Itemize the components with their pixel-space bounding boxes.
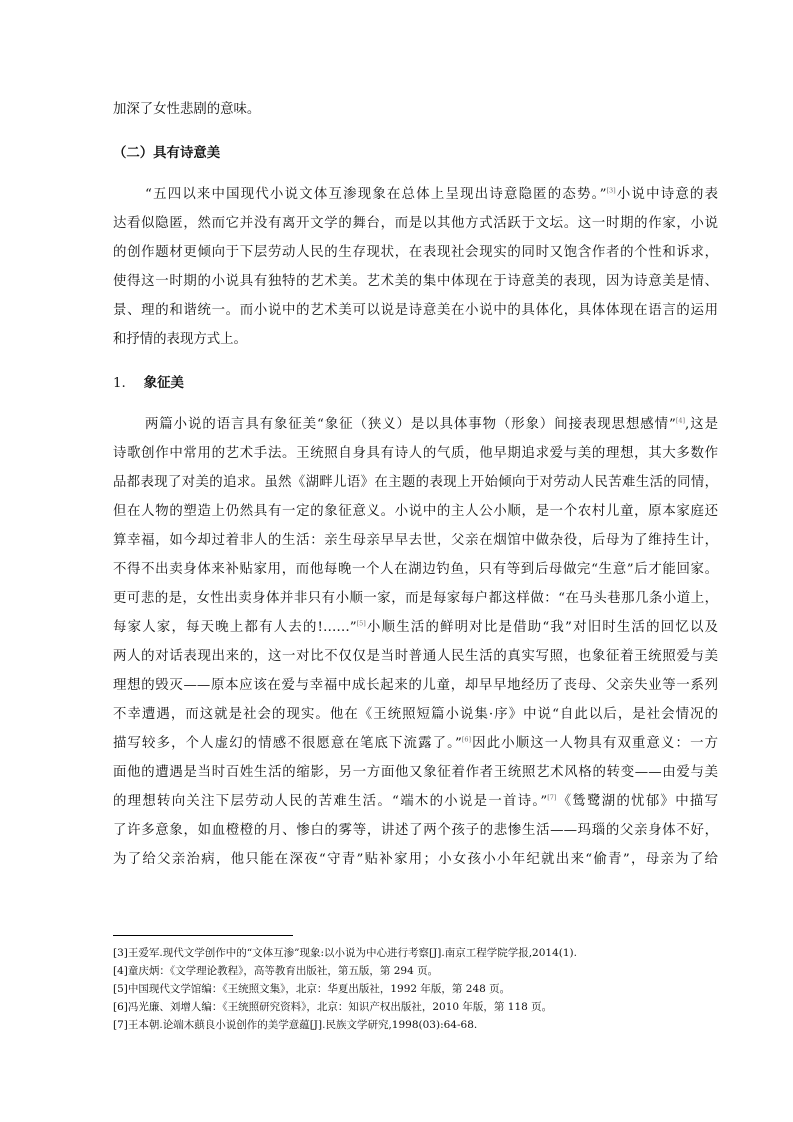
text-segment: 《鸶鹭湖的忧郁》中描写 (556, 794, 718, 809)
text-segment: 描写较多，个人虚幻的情感不很愿意在笔底下流露了。” (113, 736, 462, 751)
footnote-separator (113, 935, 293, 936)
footnote: [7]王本朝.论端木蕻良小说创作的美学意蕴[J].民族文学研究,1998(03):64-68. (113, 1019, 478, 1031)
body-text-line: 理想的毁灭——原本应该在爱与幸福中成长起来的儿童，却早早地经历了丧母、父亲失业等一系列 (113, 678, 718, 693)
citation-ref: [5] (356, 619, 366, 628)
text-segment: 的理想转向关注下层劳动人民的苦难生活。“端木的小说是一首诗。” (113, 794, 548, 809)
body-text-line (113, 792, 718, 812)
body-text-line (145, 415, 718, 435)
citation-ref: [4] (675, 416, 686, 425)
body-text-line (113, 734, 718, 754)
text-segment: “五四以来中国现代小说文体互渗现象在总体上呈现出诗意隐匿的态势。” (145, 187, 607, 202)
body-text-line: 加深了女性悲剧的意味。 (113, 102, 261, 117)
body-text-line: 但在人物的塑造上仍然具有一定的象征意义。小说中的主人公小顺，是一个农村儿童，原本家庭还 (113, 504, 718, 519)
text-segment: 小说中诗意的表 (615, 187, 718, 202)
citation-ref: [3] (606, 186, 616, 195)
body-text-line: 的创作题材更倾向于下层劳动人民的生存现状，在表现社会现实的同时又饱含作者的个性和诉求， (113, 245, 718, 260)
body-text-line (113, 618, 718, 638)
body-text-line: 更可悲的是，女性出卖身体并非只有小顺一家，而是每家每户都这样做：“在马头巷那几条小道上， (113, 591, 718, 606)
footnote: [3]王爱军.现代文学创作中的“文体互渗”现象:以小说为中心进行考察[J].南京工程学院学报,2014(1). (113, 947, 577, 959)
body-text-line: 品都表现了对美的追求。虽然《湖畔儿语》在主题的表现上开始倾向于对劳动人民苦难生活的同情， (113, 475, 718, 490)
body-text-line: 为了给父亲治病，他只能在深夜“守青”贴补家用；小女孩小小年纪就出来“偷青”，母亲为了给 (113, 852, 718, 867)
body-text-line: 不得不出卖身体来补贴家用，而他每晚一个人在湖边钓鱼，只有等到后母做完“生意”后才能回家。 (113, 562, 718, 577)
body-text-line: 面他的遭遇是当时百姓生活的缩影，另一方面他又象征着作者王统照艺术风格的转变——由爱与美 (113, 765, 718, 780)
text-segment: 因此小顺这一人物具有双重意义：一方 (471, 736, 718, 751)
body-text-line (145, 185, 718, 205)
footnote: [4]童庆炳：《文学理论教程》，高等教育出版社，第五版，第 294 页。 (113, 965, 439, 977)
footnote: [5]中国现代文学馆编：《王统照文集》，北京：华夏出版社，1992 年版，第 248 页。 (113, 983, 511, 995)
text-segment: ,这是 (685, 417, 718, 432)
text-segment: 两篇小说的语言具有象征美“象征（狭义）是以具体事物（形象）间接表现思想感情” (145, 417, 676, 432)
subheading-number: 1. (113, 376, 126, 391)
subheading-title: 象征美 (143, 375, 184, 391)
citation-ref: [7] (547, 793, 557, 802)
citation-ref: [6] (461, 735, 472, 744)
body-text-line: 了许多意象，如血橙橙的月、惨白的雾等，讲述了两个孩子的悲惨生活——玛瑙的父亲身体不好， (113, 823, 718, 838)
footnote: [6]冯光廉、刘增人编：《王统照研究资料》，北京：知识产权出版社，2010 年版，第 118 页。 (113, 1001, 553, 1013)
body-text-line: 两人的对话表现出来的，这一对比不仅仅是当时普通人民生活的真实写照，也象征着王统照爱与美 (113, 649, 718, 664)
body-text-line: 不幸遭遇，而这就是社会的现实。他在《王统照短篇小说集·序》中说“自此以后，是社会情况的 (113, 707, 718, 722)
text-segment: 小顺生活的鲜明对比是借助“我”对旧时生活的回忆以及 (365, 620, 718, 635)
body-text-line: 使得这一时期的小说具有独特的艺术美。艺术美的集中体现在于诗意美的表现，因为诗意美是情、 (113, 274, 718, 289)
subheading (113, 373, 718, 394)
text-segment: 每家人家，每天晚上都有人去的!……” (113, 620, 357, 635)
body-text-line: 诗歌创作中常用的艺术手法。王统照自身具有诗人的气质，他早期追求爱与美的理想，其大多数作 (113, 446, 718, 461)
body-text-line: 达看似隐匿，然而它并没有离开文学的舞台，而是以其他方式活跃于文坛。这一时期的作家，小说 (113, 216, 718, 231)
body-text-line: 景、理的和谐统一。而小说中的艺术美可以说是诗意美在小说中的具体化，具体体现在语言的运用 (113, 303, 718, 318)
body-text-line: 算幸福，如今却过着非人的生活：亲生母亲早早去世，父亲在烟馆中做杂役，后母为了维持生计， (113, 533, 718, 548)
body-text-line: 和抒情的表现方式上。 (113, 332, 247, 347)
section-heading: （二）具有诗意美 (113, 145, 221, 161)
